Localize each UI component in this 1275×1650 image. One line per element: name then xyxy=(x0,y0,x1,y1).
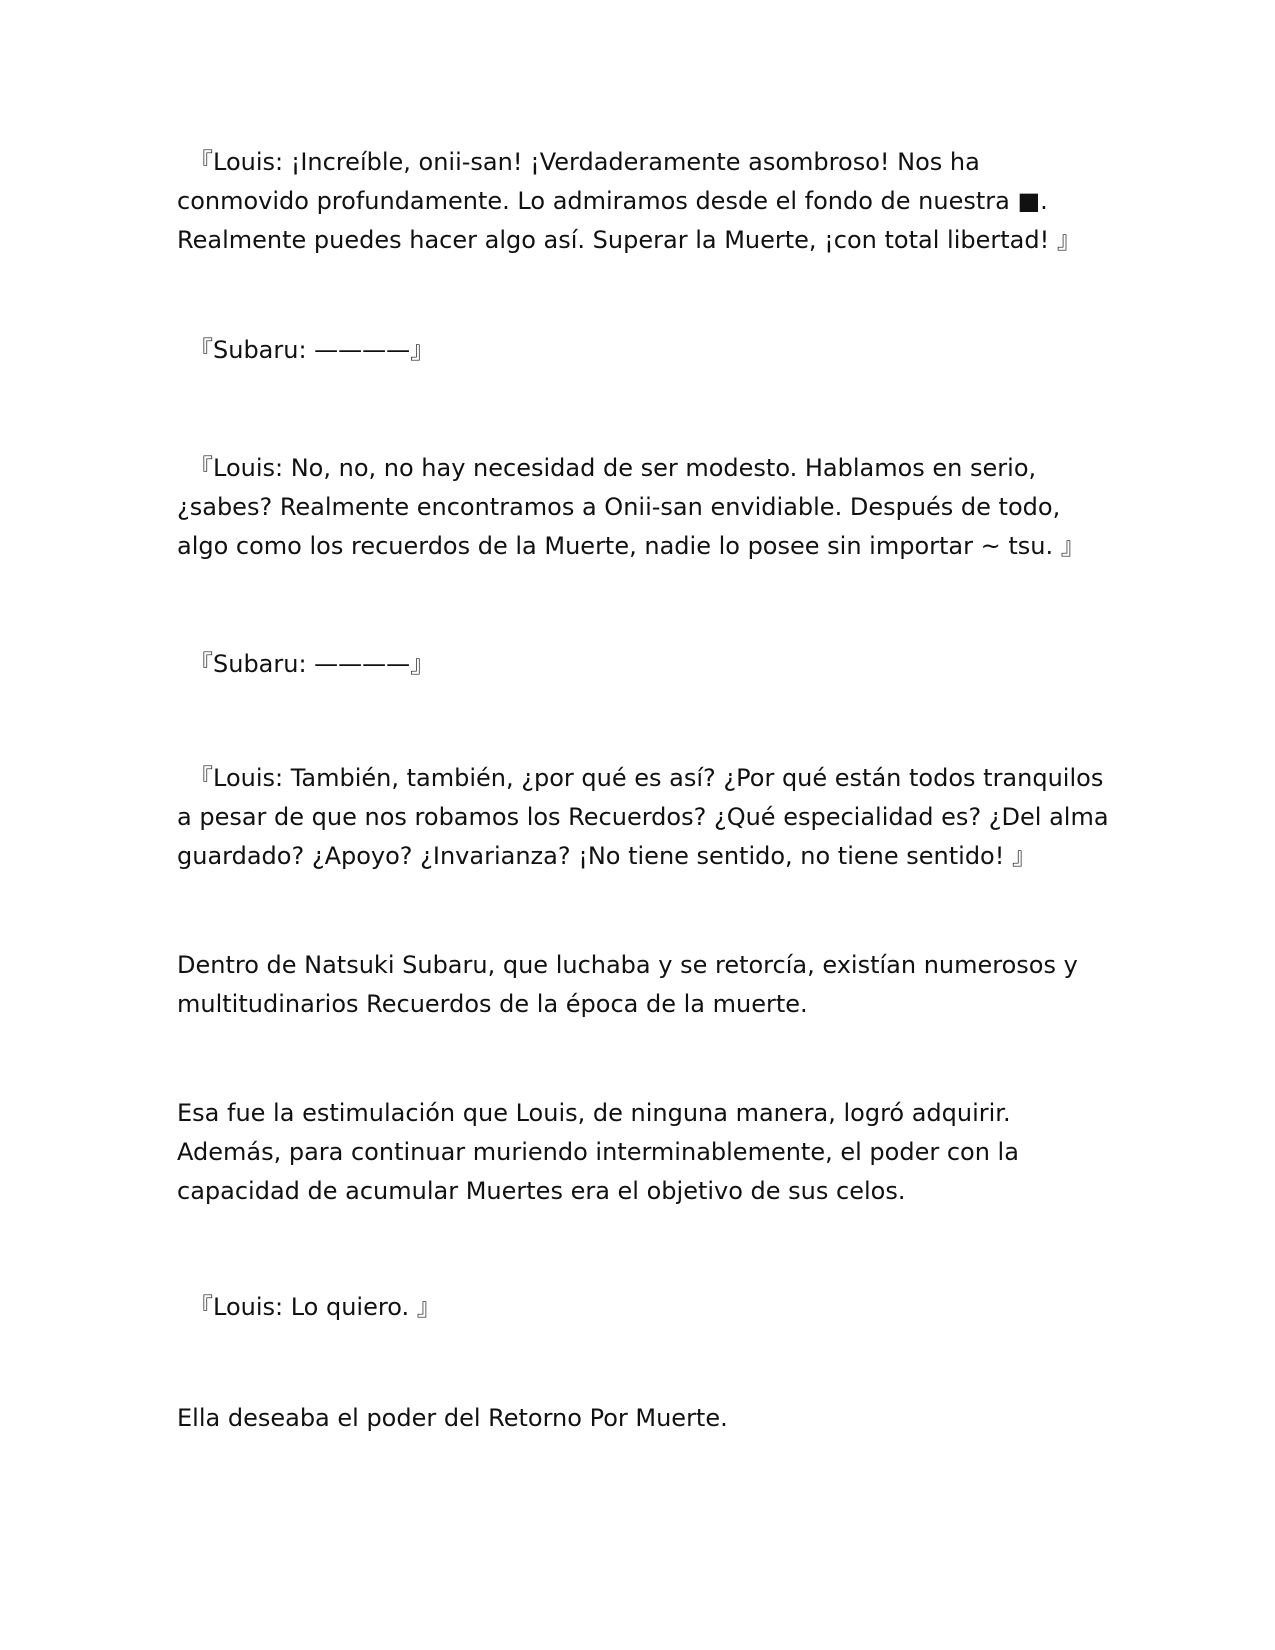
narration-paragraph xyxy=(177,1094,1107,1211)
dialogue-paragraph xyxy=(177,449,1107,566)
text-line: Dentro de Natsuki Subaru, que luchaba y se retorcía, existían numerosos y xyxy=(177,951,1078,979)
dialogue-paragraph xyxy=(177,1288,1107,1327)
text-line: capacidad de acumular Muertes era el objetivo de sus celos. xyxy=(177,1177,906,1205)
narration-paragraph xyxy=(177,946,1107,1024)
text-line: 『Louis: Lo quiero. 』 xyxy=(177,1293,441,1321)
dialogue-paragraph xyxy=(177,645,1107,684)
dialogue-paragraph xyxy=(177,759,1107,876)
text-line: 『Subaru: ————』 xyxy=(177,650,435,678)
dialogue-paragraph xyxy=(177,143,1107,260)
text-line: Además, para continuar muriendo interminablemente, el poder con la xyxy=(177,1138,1019,1166)
text-line: 『Louis: ¡Increíble, onii-san! ¡Verdaderamente asombroso! Nos ha xyxy=(177,148,980,176)
text-line: Esa fue la estimulación que Louis, de ninguna manera, logró adquirir. xyxy=(177,1099,1011,1127)
text-line: algo como los recuerdos de la Muerte, nadie lo posee sin importar ~ tsu. 』 xyxy=(177,532,1085,560)
text-line: multitudinarios Recuerdos de la época de la muerte. xyxy=(177,990,808,1018)
text-line: guardado? ¿Apoyo? ¿Invarianza? ¡No tiene sentido, no tiene sentido! 』 xyxy=(177,842,1036,870)
text-line: 『Louis: También, también, ¿por qué es así? ¿Por qué están todos tranquilos xyxy=(177,764,1104,792)
text-line: Realmente puedes hacer algo así. Superar la Muerte, ¡con total libertad! 』 xyxy=(177,226,1081,254)
text-line: Ella deseaba el poder del Retorno Por Muerte. xyxy=(177,1404,728,1432)
text-line: ¿sabes? Realmente encontramos a Onii-san envidiable. Después de todo, xyxy=(177,493,1061,521)
text-line: 『Subaru: ————』 xyxy=(177,336,435,364)
narration-paragraph xyxy=(177,1399,1107,1438)
text-line: conmovido profundamente. Lo admiramos desde el fondo de nuestra ■. xyxy=(177,187,1048,215)
dialogue-paragraph xyxy=(177,331,1107,370)
text-line: 『Louis: No, no, no hay necesidad de ser modesto. Hablamos en serio, xyxy=(177,454,1037,482)
text-line: a pesar de que nos robamos los Recuerdos? ¿Qué especialidad es? ¿Del alma xyxy=(177,803,1109,831)
